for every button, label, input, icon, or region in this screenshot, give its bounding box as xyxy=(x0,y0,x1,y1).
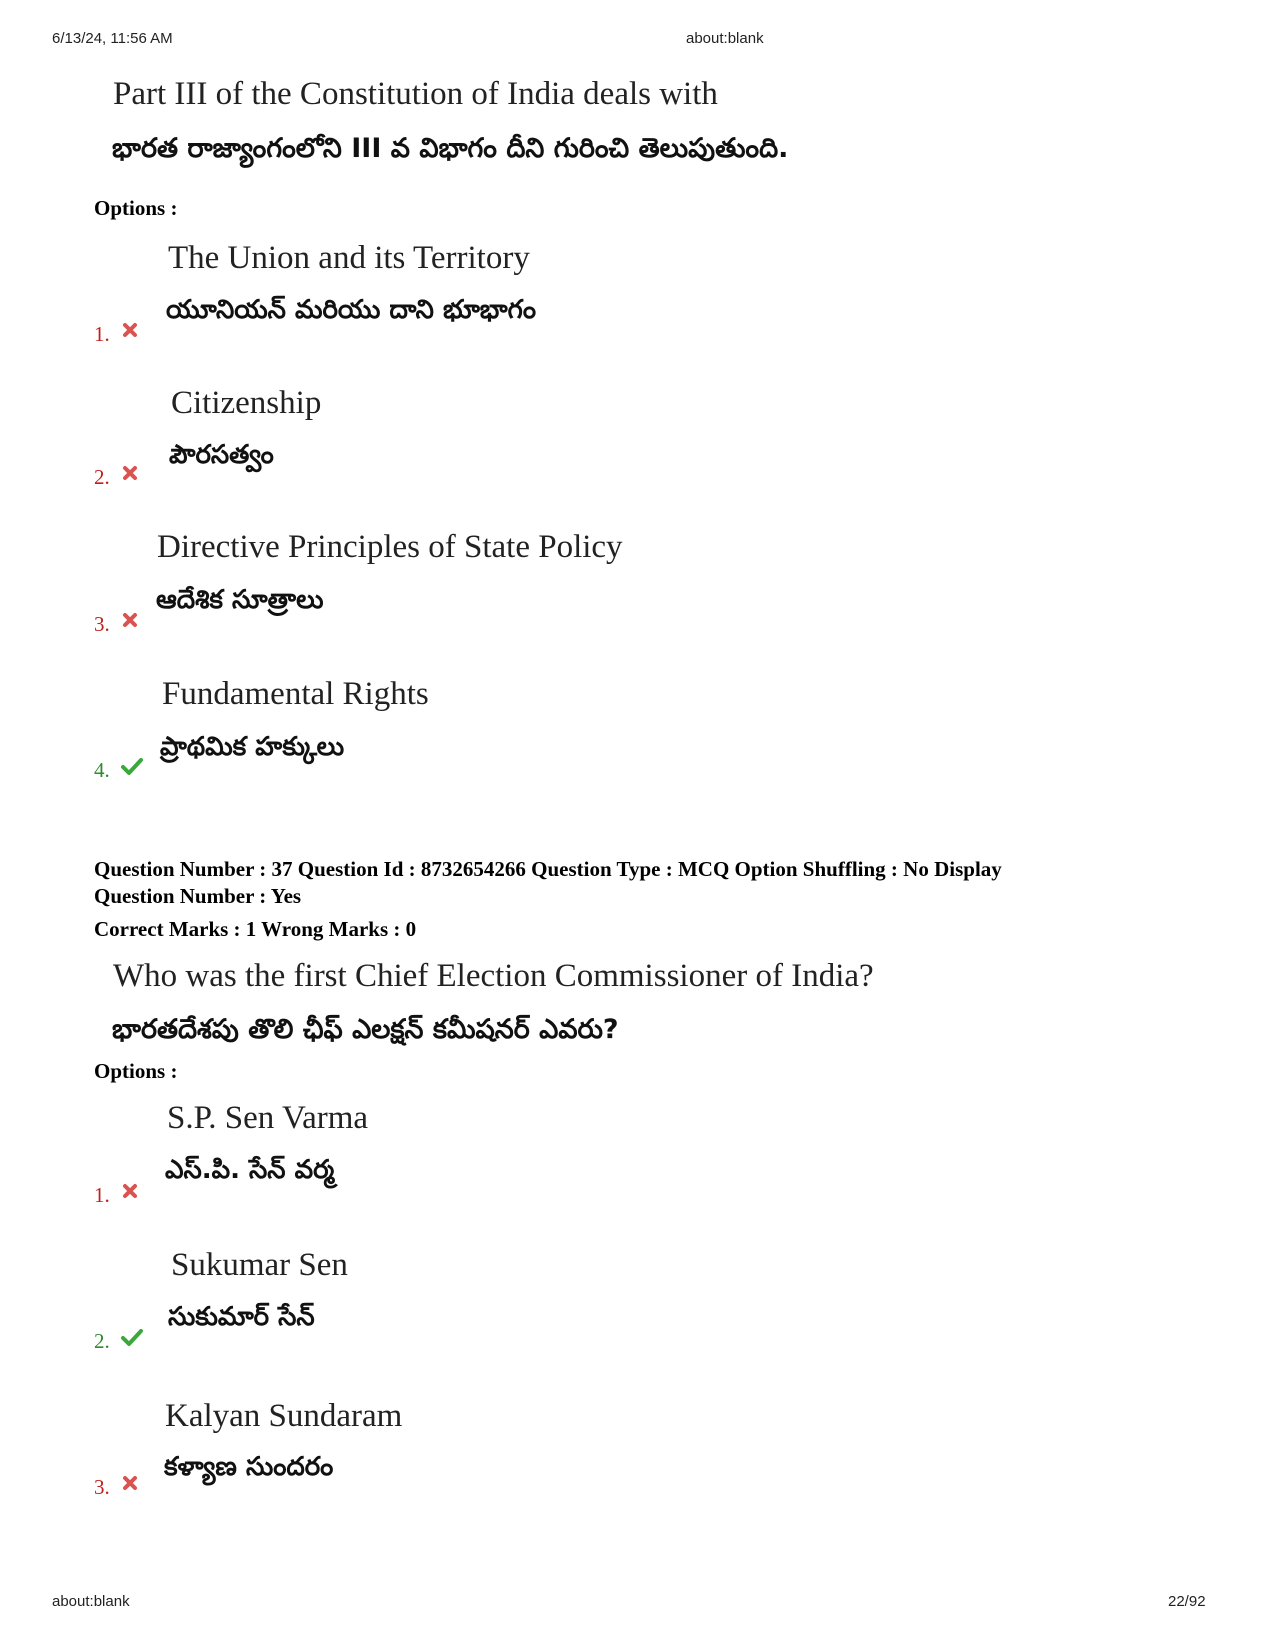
option-text-te: ఆదేశిక సూత్రాలు xyxy=(156,585,324,615)
cross-icon xyxy=(120,1473,142,1495)
option-text-en: Directive Principles of State Policy xyxy=(157,529,623,565)
option-text-en: S.P. Sen Varma xyxy=(167,1100,369,1136)
check-icon xyxy=(120,755,144,777)
option-number: 4. xyxy=(94,758,110,782)
option-text-en: Citizenship xyxy=(171,385,322,421)
print-url: about:blank xyxy=(686,30,764,47)
question-text-en: Part III of the Constitution of India deals with xyxy=(113,76,718,112)
cross-icon xyxy=(120,610,142,632)
option-number: 1. xyxy=(94,322,110,346)
check-icon xyxy=(120,1326,144,1348)
page-number: 22/92 xyxy=(1168,1593,1206,1610)
options-label: Options : xyxy=(94,1059,178,1083)
option-text-te: పౌరసత్వం xyxy=(169,440,274,470)
cross-icon xyxy=(120,1181,142,1203)
option-text-te: ప్రాథమిక హక్కులు xyxy=(160,732,345,762)
option-number: 1. xyxy=(94,1183,110,1207)
option-text-en: Kalyan Sundaram xyxy=(165,1398,403,1434)
option-text-en: The Union and its Territory xyxy=(168,240,530,276)
question-meta-line: Question Number : Yes xyxy=(94,884,302,908)
print-datetime: 6/13/24, 11:56 AM xyxy=(52,30,173,47)
option-text-en: Sukumar Sen xyxy=(171,1247,348,1283)
option-text-en: Fundamental Rights xyxy=(162,676,429,712)
option-number: 2. xyxy=(94,465,110,489)
option-number: 2. xyxy=(94,1329,110,1353)
footer-url: about:blank xyxy=(52,1593,130,1610)
option-number: 3. xyxy=(94,1475,110,1499)
option-text-te: యూనియన్ మరియు దాని భూభాగం xyxy=(166,295,537,325)
cross-icon xyxy=(120,320,142,342)
question-meta-line: Question Number : 37 Question Id : 8732654266 Question Type : MCQ Option Shuffling : No Display xyxy=(94,857,1002,881)
question-text-en: Who was the first Chief Election Commissioner of India? xyxy=(113,958,874,994)
option-text-te: సుకుమార్ సేన్ xyxy=(168,1302,315,1332)
question-text-te: భారత రాజ్యాంగంలోని III వ విభాగం దీని గురించి తెలుపుతుంది. xyxy=(112,133,789,164)
option-text-te: కళ్యాణ సుందరం xyxy=(164,1452,334,1482)
option-text-te: ఎస్.పి. సేన్ వర్మ xyxy=(165,1155,335,1185)
option-number: 3. xyxy=(94,612,110,636)
marks-line: Correct Marks : 1 Wrong Marks : 0 xyxy=(94,917,417,941)
options-label: Options : xyxy=(94,196,178,220)
cross-icon xyxy=(120,463,142,485)
question-text-te: భారతదేశపు తొలి ఛీఫ్ ఎలక్షన్ కమీషనర్ ఎవరు? xyxy=(112,1014,619,1045)
